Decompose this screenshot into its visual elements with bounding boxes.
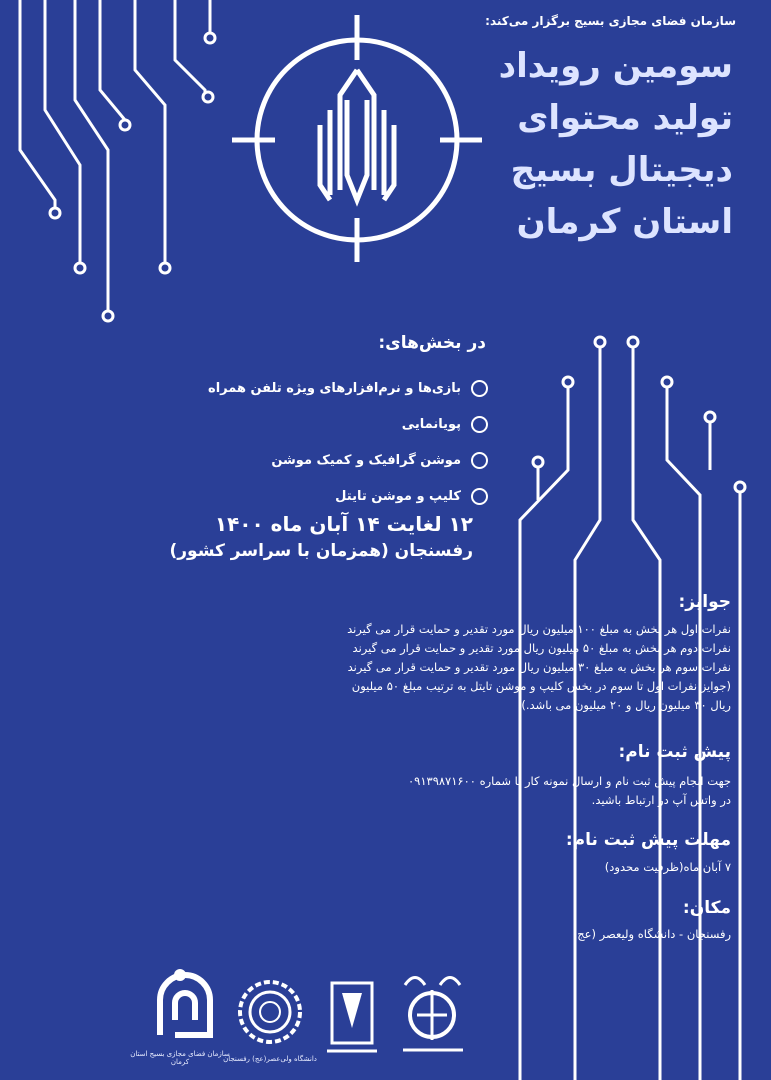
list-item: کلیپ و موشن تایتل	[128, 478, 488, 514]
list-item: پویانمایی	[128, 406, 488, 442]
prizes-text	[41, 620, 731, 715]
prize-line: (جوایز نفرات اول تا سوم در بخش کلیپ و موشن تایتل به ترتیب مبلغ ۵۰ میلیون	[351, 679, 731, 693]
event-location: رفسنجان (همزمان با سراسر کشور)	[169, 541, 473, 561]
deadline-text: ۷ آبان ماه(ظرفیت محدود)	[604, 860, 731, 874]
logo-caption: سازمان فضای مجازی بسیج استان کرمان	[130, 1050, 230, 1066]
preregistration-heading: پیش ثبت نام:	[618, 742, 731, 762]
event-date: ۱۲ لغایت ۱۴ آبان ماه ۱۴۰۰	[214, 512, 473, 536]
sections-heading: در بخش‌های:	[378, 333, 486, 353]
deadline-heading: مهلت پیش ثبت نام:	[565, 830, 731, 850]
venue-heading: مکان:	[682, 898, 731, 918]
irgc-emblem-icon	[395, 970, 470, 1055]
sections-list	[128, 370, 488, 514]
title-line: تولید محتوای	[517, 98, 733, 138]
circle-bullet-icon	[471, 416, 488, 433]
organizer-text: سازمان فضای مجازی بسیج برگزار می‌کند:	[485, 14, 736, 28]
circle-bullet-icon	[471, 452, 488, 469]
list-item: بازی‌ها و نرم‌افزارهای ویژه تلفن همراه	[128, 370, 488, 406]
prizes-heading: جوایز:	[678, 592, 731, 612]
preregistration-line: جهت انجام پیش ثبت نام و ارسال نمونه کار با شماره ۰۹۱۳۹۸۷۱۶۰۰	[408, 774, 731, 788]
preregistration-line: در واتس آپ در ارتباط باشید.	[591, 793, 731, 807]
title-line: استان کرمان	[516, 202, 733, 242]
vali-asr-university-logo-icon	[235, 977, 305, 1047]
prize-line: نفرات سوم هر بخش به مبلغ ۳۰ میلیون ریال مورد تقدیر و حمایت قرار می گیرند	[347, 660, 731, 674]
venue-text: رفسنجان - دانشگاه ولیعصر (عج)	[572, 927, 731, 941]
title-line: سومین رویداد	[498, 46, 733, 86]
circle-bullet-icon	[471, 380, 488, 397]
basij-cyber-org-logo-icon	[140, 965, 220, 1045]
basij-corps-emblem-icon	[322, 973, 382, 1058]
logo-caption: دانشگاه ولی‌عصر(عج) رفسنجان	[223, 1055, 317, 1063]
event-title	[403, 40, 733, 248]
title-line: دیجیتال بسیج	[510, 150, 733, 190]
circle-bullet-icon	[471, 488, 488, 505]
list-item: موشن گرافیک و کمیک موشن	[128, 442, 488, 478]
prize-line: ریال ۳۰ میلیون ریال و ۲۰ میلیون می باشد.)	[521, 698, 731, 712]
prize-line: نفرات دوم هر بخش به مبلغ ۵۰ میلیون ریال مورد تقدیر و حمایت قرار می گیرند	[352, 641, 731, 655]
preregistration-text	[31, 772, 731, 810]
prize-line: نفرات اول هر بخش به مبلغ ۱۰۰ میلیون ریال مورد تقدیر و حمایت قرار می گیرند	[347, 622, 731, 636]
sponsor-logos	[130, 965, 640, 1075]
